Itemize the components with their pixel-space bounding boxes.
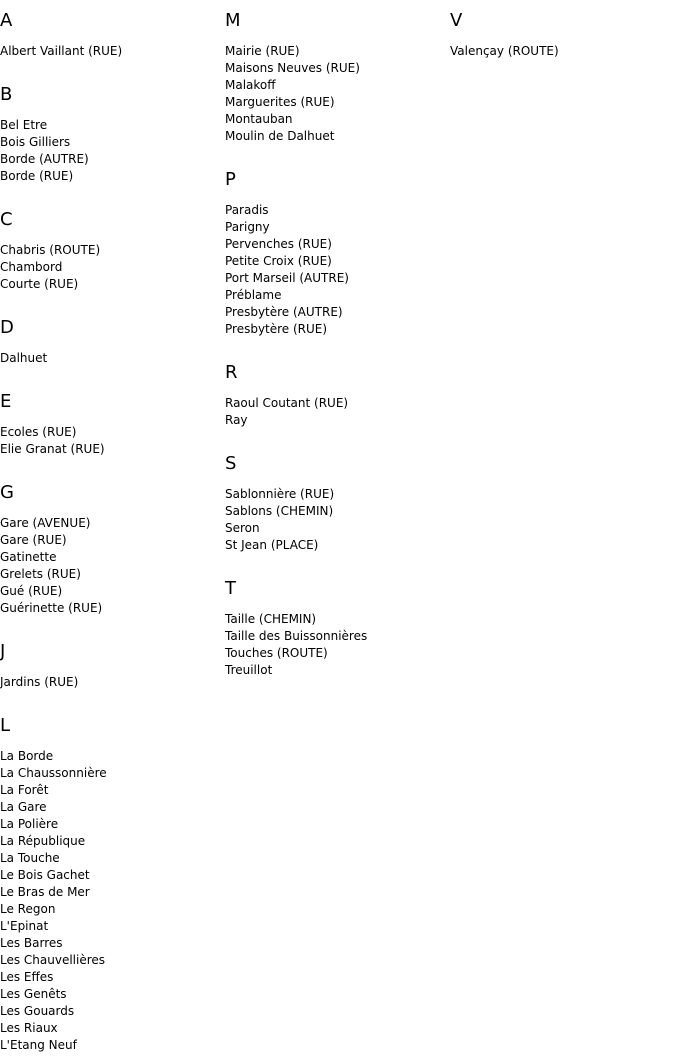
street-link[interactable]: Borde (AUTRE) [0, 152, 89, 166]
street-list [225, 395, 447, 429]
street-link[interactable]: Chabris (ROUTE) [0, 243, 101, 257]
letter-heading: D [0, 317, 14, 338]
street-link[interactable]: Valençay (ROUTE) [450, 44, 559, 58]
street-link[interactable]: Sablonnière (RUE) [225, 487, 335, 501]
street-list [225, 486, 447, 554]
street-link[interactable]: Presbytère (AUTRE) [225, 305, 343, 319]
street-link[interactable]: La Forêt [0, 783, 49, 797]
letter-group-s [225, 452, 447, 554]
street-link[interactable]: Les Riaux [0, 1021, 58, 1035]
street-link[interactable]: Le Regon [0, 902, 56, 916]
street-link[interactable]: La Borde [0, 749, 54, 763]
street-link[interactable]: Touches (ROUTE) [225, 646, 328, 660]
street-link[interactable]: Elie Granat (RUE) [0, 442, 105, 456]
street-link[interactable]: Marguerites (RUE) [225, 95, 335, 109]
street-index-column-1 [0, 0, 222, 1054]
street-list [0, 674, 222, 691]
letter-group-v [450, 9, 672, 60]
street-link[interactable]: Les Gouards [0, 1004, 75, 1018]
street-link[interactable]: Montauban [225, 112, 293, 126]
letter-group-t [225, 577, 447, 679]
letter-group-l [0, 714, 222, 1054]
street-link[interactable]: Taille des Buissonnières [225, 629, 368, 643]
letter-heading: T [225, 578, 236, 599]
street-link[interactable]: Raoul Coutant (RUE) [225, 396, 349, 410]
street-list [450, 43, 672, 60]
letter-heading: E [0, 391, 12, 412]
street-link[interactable]: Malakoff [225, 78, 276, 92]
street-link[interactable]: La Polière [0, 817, 59, 831]
street-list [0, 350, 222, 367]
street-link[interactable]: Courte (RUE) [0, 277, 79, 291]
letter-group-r [225, 361, 447, 429]
letter-group-c [0, 208, 222, 293]
street-link[interactable]: La Chaussonnière [0, 766, 107, 780]
street-link[interactable]: Petite Croix (RUE) [225, 254, 332, 268]
street-list [225, 43, 447, 145]
street-link[interactable]: Gare (AVENUE) [0, 516, 91, 530]
street-list [225, 202, 447, 338]
street-list [0, 117, 222, 185]
street-list [0, 515, 222, 617]
letter-heading: S [225, 453, 237, 474]
street-link[interactable]: St Jean (PLACE) [225, 538, 319, 552]
letter-heading: V [450, 10, 463, 31]
street-link[interactable]: Le Bois Gachet [0, 868, 90, 882]
street-link[interactable]: Parigny [225, 220, 270, 234]
street-link[interactable]: Taille (CHEMIN) [225, 612, 317, 626]
street-list [225, 611, 447, 679]
street-link[interactable]: Dalhuet [0, 351, 48, 365]
street-link[interactable]: Les Genêts [0, 987, 67, 1001]
street-link[interactable]: Gué (RUE) [0, 584, 63, 598]
street-link[interactable]: Les Barres [0, 936, 63, 950]
letter-group-d [0, 316, 222, 367]
street-link[interactable]: Bel Etre [0, 118, 48, 132]
street-list [0, 424, 222, 458]
street-link[interactable]: La République [0, 834, 86, 848]
street-link[interactable]: Treuillot [225, 663, 273, 677]
street-link[interactable]: Ray [225, 413, 248, 427]
letter-group-p [225, 168, 447, 338]
street-link[interactable]: Albert Vaillant (RUE) [0, 44, 123, 58]
street-index-column-3 [450, 0, 672, 60]
letter-heading: J [0, 641, 6, 662]
street-link[interactable]: Préblame [225, 288, 282, 302]
street-link[interactable]: L'Etang Neuf [0, 1038, 77, 1052]
street-link[interactable]: Les Effes [0, 970, 54, 984]
letter-group-m [225, 9, 447, 145]
street-link[interactable]: Sablons (CHEMIN) [225, 504, 334, 518]
letter-group-a [0, 9, 222, 60]
street-link[interactable]: Moulin de Dalhuet [225, 129, 335, 143]
street-link[interactable]: Les Chauvellières [0, 953, 106, 967]
street-link[interactable]: La Gare [0, 800, 47, 814]
street-link[interactable]: L'Epinat [0, 919, 49, 933]
letter-heading: A [0, 10, 13, 31]
street-link[interactable]: Presbytère (RUE) [225, 322, 328, 336]
street-link[interactable]: Jardins (RUE) [0, 675, 79, 689]
letter-group-e [0, 390, 222, 458]
street-link[interactable]: La Touche [0, 851, 60, 865]
letter-heading: C [0, 209, 13, 230]
street-link[interactable]: Maisons Neuves (RUE) [225, 61, 360, 75]
street-link[interactable]: Gatinette [0, 550, 57, 564]
street-link[interactable]: Bois Gilliers [0, 135, 71, 149]
letter-heading: P [225, 169, 236, 190]
street-link[interactable]: Chambord [0, 260, 63, 274]
street-list [0, 748, 222, 1054]
street-list [0, 43, 222, 60]
street-list [0, 242, 222, 293]
letter-group-g [0, 481, 222, 617]
street-link[interactable]: Grelets (RUE) [0, 567, 81, 581]
letter-heading: B [0, 84, 13, 105]
letter-heading: G [0, 482, 14, 503]
letter-heading: R [225, 362, 238, 383]
street-link[interactable]: Paradis [225, 203, 269, 217]
street-index-column-2 [225, 0, 447, 679]
street-link[interactable]: Guérinette (RUE) [0, 601, 103, 615]
letter-heading: M [225, 10, 241, 31]
street-link[interactable]: Seron [225, 521, 260, 535]
letter-heading: L [0, 715, 11, 736]
street-link[interactable]: Gare (RUE) [0, 533, 67, 547]
street-link[interactable]: Port Marseil (AUTRE) [225, 271, 349, 285]
letter-group-j [0, 640, 222, 691]
street-link[interactable]: Borde (RUE) [0, 169, 74, 183]
letter-group-b [0, 83, 222, 185]
street-link[interactable]: Ecoles (RUE) [0, 425, 77, 439]
street-link[interactable]: Pervenches (RUE) [225, 237, 332, 251]
street-link[interactable]: Le Bras de Mer [0, 885, 90, 899]
street-link[interactable]: Mairie (RUE) [225, 44, 300, 58]
